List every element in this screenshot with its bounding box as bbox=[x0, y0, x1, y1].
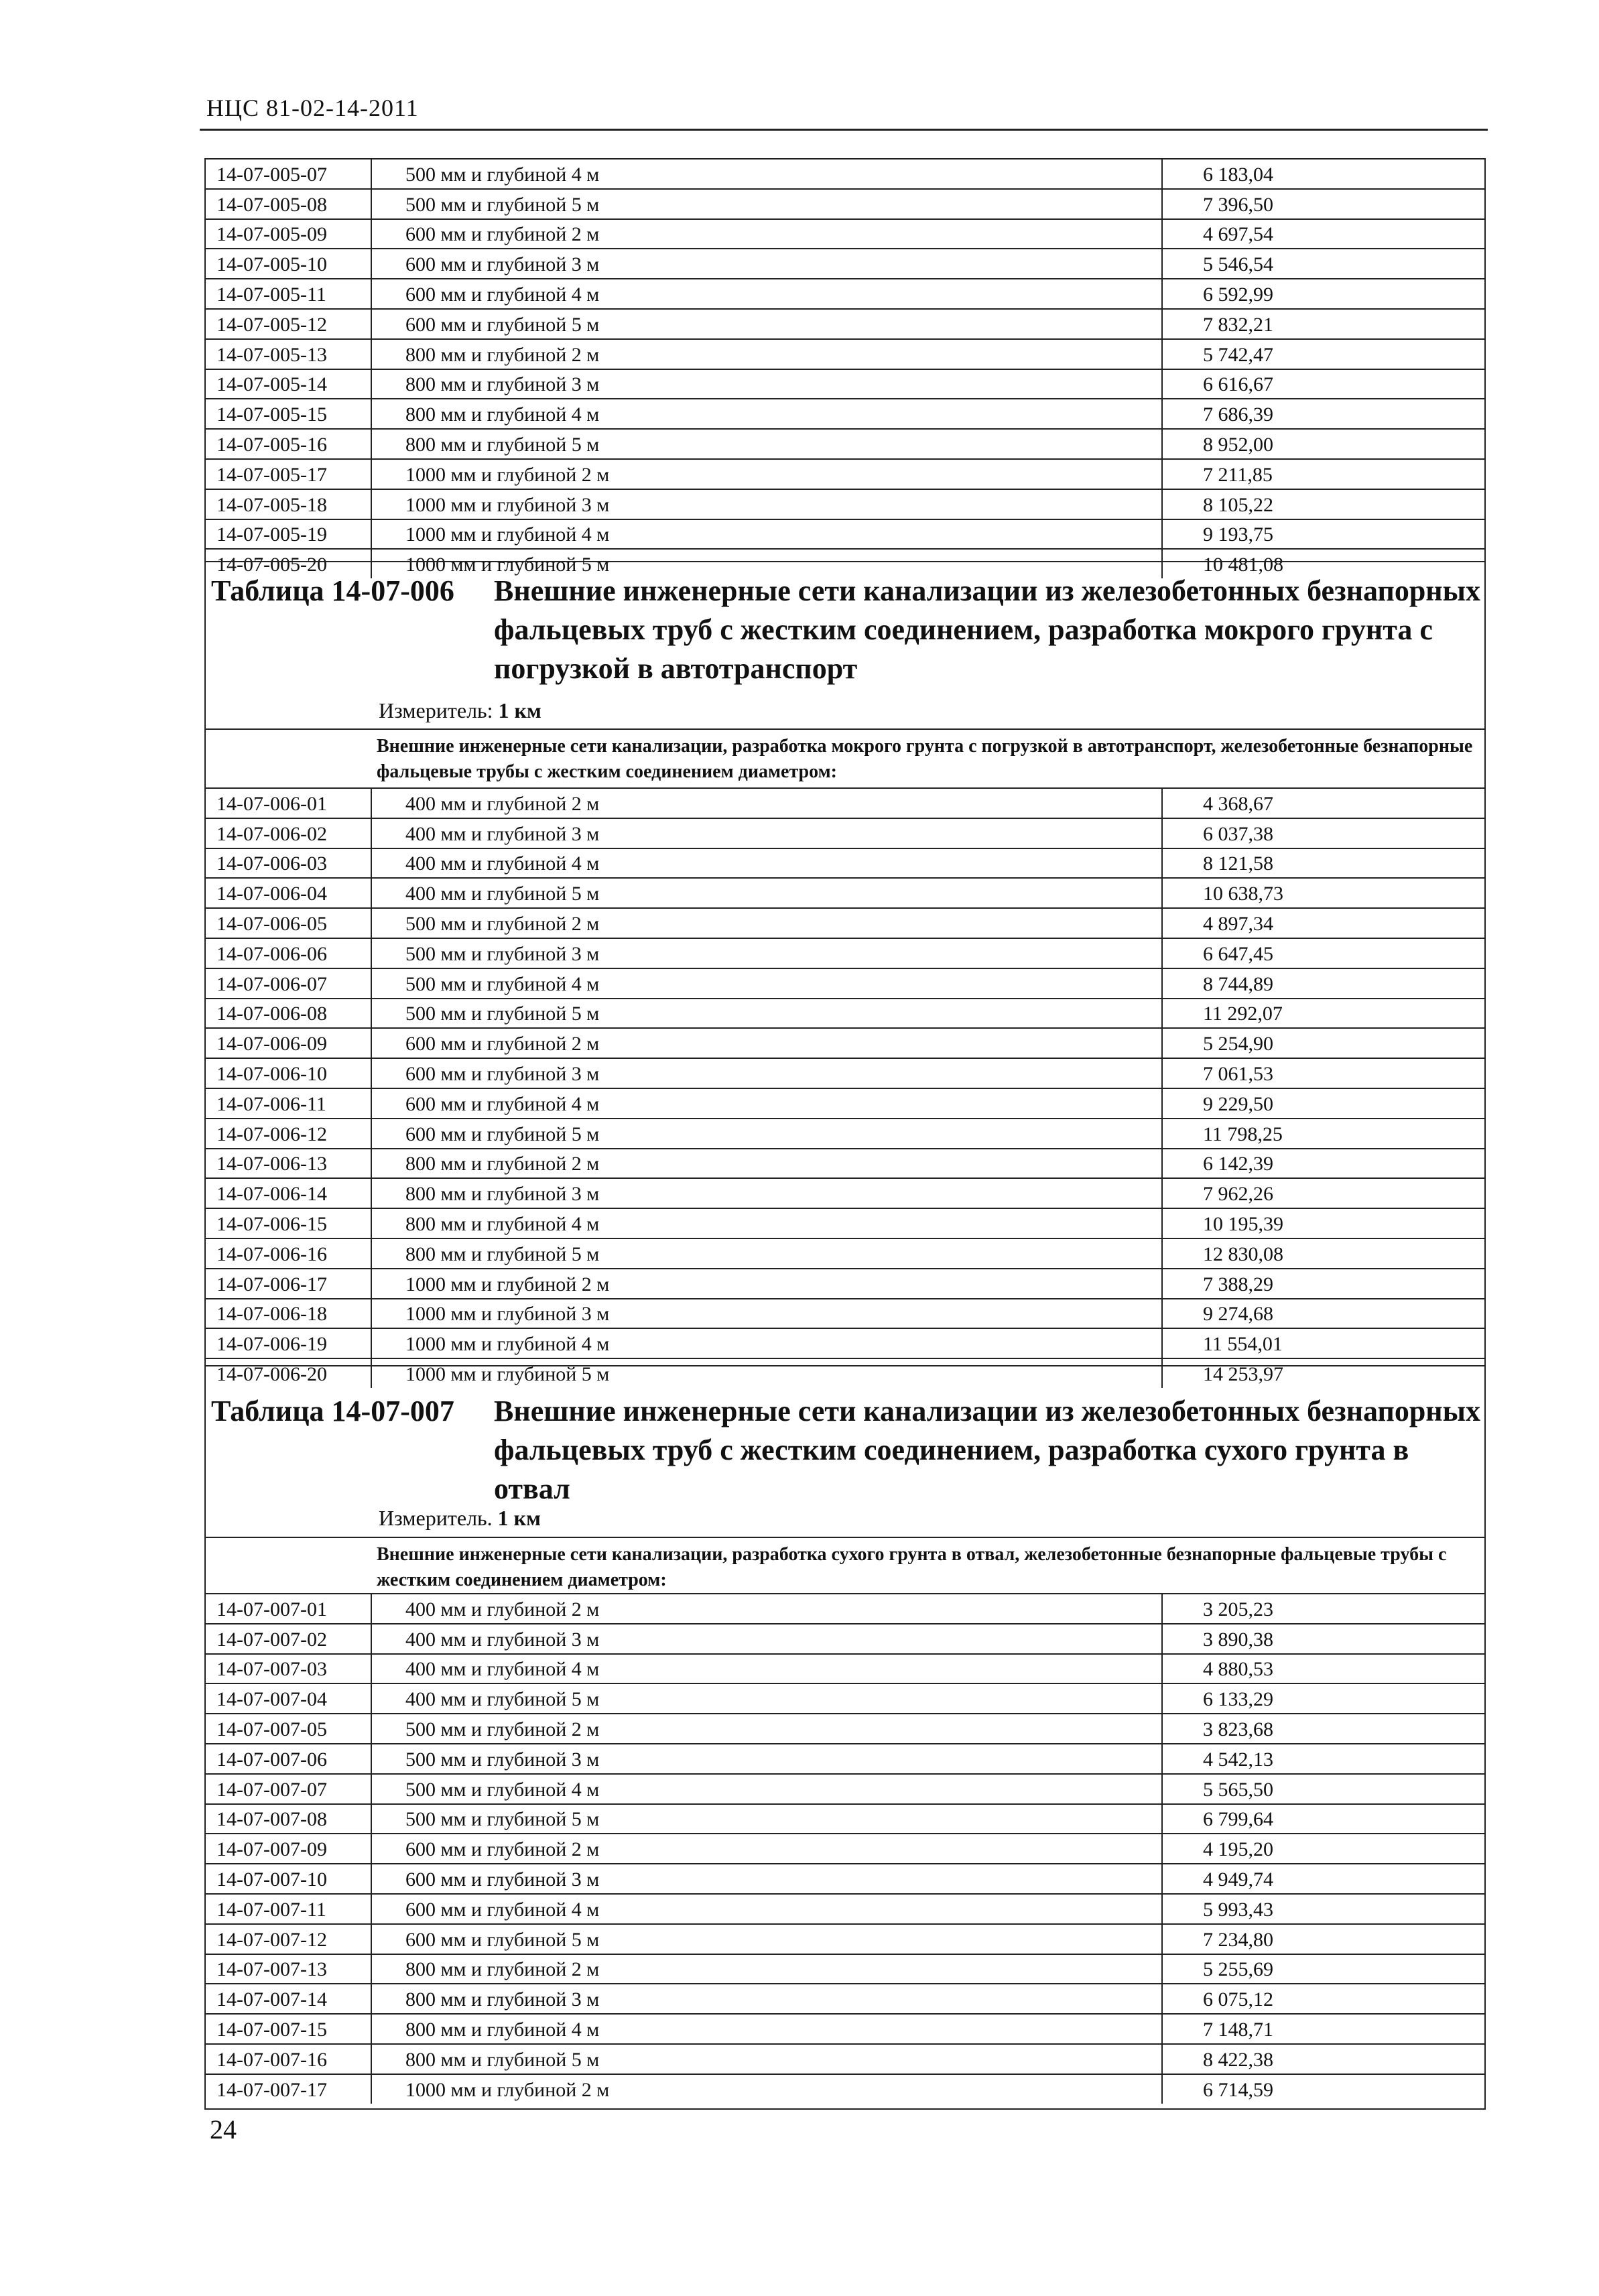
rate-price: 6 037,38 bbox=[1162, 818, 1484, 848]
rate-price: 6 647,45 bbox=[1162, 938, 1484, 968]
rate-code: 14-07-007-05 bbox=[206, 1714, 371, 1744]
table-006 bbox=[206, 561, 1484, 1385]
rate-code: 14-07-005-10 bbox=[206, 249, 371, 279]
rate-price: 6 133,29 bbox=[1162, 1683, 1484, 1714]
rate-price: 4 897,34 bbox=[1162, 908, 1484, 938]
rate-code: 14-07-006-15 bbox=[206, 1208, 371, 1238]
rate-code: 14-07-005-14 bbox=[206, 369, 371, 399]
rate-description: 500 мм и глубиной 4 м bbox=[371, 160, 1162, 189]
document-frame bbox=[204, 158, 1486, 2110]
table-007-measure bbox=[379, 1506, 541, 1531]
rate-description: 800 мм и глубиной 2 м bbox=[371, 1954, 1162, 1984]
rate-code: 14-07-005-07 bbox=[206, 160, 371, 189]
rate-price: 8 952,00 bbox=[1162, 429, 1484, 459]
table-row bbox=[206, 1149, 1484, 1179]
rate-code: 14-07-005-20 bbox=[206, 549, 371, 578]
rate-code: 14-07-006-20 bbox=[206, 1358, 371, 1388]
table-row bbox=[206, 189, 1484, 219]
rate-description: 1000 мм и глубиной 3 м bbox=[371, 1299, 1162, 1329]
rate-code: 14-07-007-08 bbox=[206, 1804, 371, 1834]
table-row bbox=[206, 1774, 1484, 1804]
rate-description: 1000 мм и глубиной 5 м bbox=[371, 1358, 1162, 1388]
rate-price: 12 830,08 bbox=[1162, 1238, 1484, 1269]
table-row bbox=[206, 279, 1484, 309]
table-row bbox=[206, 1594, 1484, 1624]
rate-price: 6 075,12 bbox=[1162, 1984, 1484, 2014]
table-row bbox=[206, 2044, 1484, 2074]
rate-description: 800 мм и глубиной 3 м bbox=[371, 369, 1162, 399]
rate-price: 8 422,38 bbox=[1162, 2044, 1484, 2074]
rate-description: 400 мм и глубиной 4 м bbox=[371, 848, 1162, 879]
rate-description: 800 мм и глубиной 2 м bbox=[371, 1149, 1162, 1179]
measure-value: 1 км bbox=[498, 698, 541, 722]
table-row bbox=[206, 1238, 1484, 1269]
table-row bbox=[206, 1804, 1484, 1834]
rate-code: 14-07-006-17 bbox=[206, 1269, 371, 1299]
rate-price: 5 255,69 bbox=[1162, 1954, 1484, 1984]
table-007 bbox=[206, 1365, 1484, 2112]
table-007-subheader: Внешние инженерные сети канализации, разработка сухого грунта в отвал, железобетонные безнапорные фальцевые трубы с жестким соединением диаметром: bbox=[206, 1537, 1484, 1593]
rate-price: 4 697,54 bbox=[1162, 219, 1484, 249]
rate-code: 14-07-006-08 bbox=[206, 999, 371, 1029]
rate-description: 400 мм и глубиной 4 м bbox=[371, 1654, 1162, 1684]
rate-price: 7 234,80 bbox=[1162, 1924, 1484, 1954]
measure-label: Измеритель. bbox=[379, 1506, 493, 1530]
rate-code: 14-07-005-15 bbox=[206, 399, 371, 429]
rate-price: 11 554,01 bbox=[1162, 1328, 1484, 1358]
rate-code: 14-07-006-04 bbox=[206, 878, 371, 908]
rates-table bbox=[206, 160, 1484, 578]
table-005-continuation bbox=[206, 160, 1484, 578]
rate-price: 5 742,47 bbox=[1162, 339, 1484, 369]
rate-description: 800 мм и глубиной 5 м bbox=[371, 2044, 1162, 2074]
rate-code: 14-07-006-16 bbox=[206, 1238, 371, 1269]
rate-code: 14-07-006-03 bbox=[206, 848, 371, 879]
rate-price: 4 949,74 bbox=[1162, 1864, 1484, 1894]
rate-description: 1000 мм и глубиной 2 м bbox=[371, 2074, 1162, 2104]
rate-price: 8 105,22 bbox=[1162, 489, 1484, 519]
rate-price: 7 388,29 bbox=[1162, 1269, 1484, 1299]
table-row bbox=[206, 908, 1484, 938]
rate-price: 14 253,97 bbox=[1162, 1358, 1484, 1388]
table-row bbox=[206, 878, 1484, 908]
rate-description: 600 мм и глубиной 3 м bbox=[371, 1864, 1162, 1894]
rate-code: 14-07-006-11 bbox=[206, 1088, 371, 1119]
rate-price: 7 396,50 bbox=[1162, 189, 1484, 219]
table-row bbox=[206, 1088, 1484, 1119]
rate-description: 400 мм и глубиной 2 м bbox=[371, 1594, 1162, 1624]
table-row bbox=[206, 2074, 1484, 2104]
rate-price: 4 368,67 bbox=[1203, 792, 1273, 815]
table-006-subheader: Внешние инженерные сети канализации, разработка мокрого грунта с погрузкой в автотранспорт, железобетонные безнапорные фальцевые трубы с жестким соединением диаметром: bbox=[206, 728, 1484, 787]
table-row bbox=[206, 249, 1484, 279]
table-row bbox=[206, 1714, 1484, 1744]
rate-price: 7 962,26 bbox=[1162, 1178, 1484, 1208]
table-006-measure bbox=[379, 698, 541, 723]
rate-code: 14-07-005-17 bbox=[206, 459, 371, 489]
rate-price: 9 229,50 bbox=[1162, 1088, 1484, 1119]
table-row bbox=[206, 1954, 1484, 1984]
table-row bbox=[206, 789, 1484, 818]
rate-description: 800 мм и глубиной 3 м bbox=[371, 1178, 1162, 1208]
rate-price: 6 799,64 bbox=[1162, 1804, 1484, 1834]
table-row bbox=[206, 1058, 1484, 1088]
rate-code: 14-07-005-09 bbox=[206, 219, 371, 249]
measure-label: Измеритель: bbox=[379, 698, 493, 722]
page-header-title: НЦС 81-02-14-2011 bbox=[206, 94, 419, 121]
rate-description: 1000 мм и глубиной 4 м bbox=[371, 1328, 1162, 1358]
rate-price: 10 481,08 bbox=[1162, 549, 1484, 578]
table-row bbox=[206, 2014, 1484, 2044]
rate-description: 600 мм и глубиной 5 м bbox=[371, 1924, 1162, 1954]
rate-price: 6 714,59 bbox=[1162, 2074, 1484, 2104]
rate-price: 4 880,53 bbox=[1162, 1654, 1484, 1684]
table-row bbox=[206, 1299, 1484, 1329]
table-row bbox=[206, 968, 1484, 999]
table-row bbox=[206, 938, 1484, 968]
rates-table bbox=[206, 789, 1484, 1388]
table-row bbox=[206, 519, 1484, 550]
rate-price: 6 183,04 bbox=[1203, 163, 1273, 186]
table-row bbox=[206, 1834, 1484, 1864]
rate-price: 3 823,68 bbox=[1162, 1714, 1484, 1744]
rate-code: 14-07-007-13 bbox=[206, 1954, 371, 1984]
rate-description: 1000 мм и глубиной 5 м bbox=[371, 549, 1162, 578]
table-row bbox=[206, 1744, 1484, 1774]
page-number: 24 bbox=[210, 2114, 237, 2145]
rate-price: 11 798,25 bbox=[1162, 1119, 1484, 1149]
rate-price: 5 993,43 bbox=[1162, 1894, 1484, 1924]
table-row bbox=[206, 429, 1484, 459]
table-row bbox=[206, 219, 1484, 249]
table-row bbox=[206, 309, 1484, 339]
rate-description: 600 мм и глубиной 4 м bbox=[371, 1894, 1162, 1924]
rate-description: 600 мм и глубиной 2 м bbox=[371, 1028, 1162, 1058]
rate-description: 500 мм и глубиной 2 м bbox=[371, 1714, 1162, 1744]
rate-price: 7 211,85 bbox=[1162, 459, 1484, 489]
header-rule bbox=[200, 129, 1488, 131]
rate-description: 400 мм и глубиной 2 м bbox=[371, 789, 1162, 818]
rate-code: 14-07-005-12 bbox=[206, 309, 371, 339]
rate-code: 14-07-007-04 bbox=[206, 1683, 371, 1714]
rate-description: 500 мм и глубиной 3 м bbox=[371, 1744, 1162, 1774]
table-007-caption: Внешние инженерные сети канализации из железобетонных безнапорных фальцевых труб с жестким соединением, разработка сухого грунта в отвал bbox=[494, 1395, 1481, 1505]
table-row bbox=[206, 1683, 1484, 1714]
table-row bbox=[206, 369, 1484, 399]
rate-description: 1000 мм и глубиной 2 м bbox=[371, 459, 1162, 489]
measure-value: 1 км bbox=[497, 1506, 541, 1530]
rate-description: 1000 мм и глубиной 3 м bbox=[371, 489, 1162, 519]
rate-code: 14-07-006-14 bbox=[206, 1178, 371, 1208]
rate-description: 1000 мм и глубиной 2 м bbox=[371, 1269, 1162, 1299]
rate-code: 14-07-007-15 bbox=[206, 2014, 371, 2044]
rate-description: 600 мм и глубиной 2 м bbox=[371, 219, 1162, 249]
rate-code: 14-07-007-01 bbox=[206, 1594, 371, 1624]
rate-description: 500 мм и глубиной 3 м bbox=[371, 938, 1162, 968]
table-row bbox=[206, 399, 1484, 429]
table-row bbox=[206, 1864, 1484, 1894]
rate-price: 4 195,20 bbox=[1162, 1834, 1484, 1864]
rate-code: 14-07-006-19 bbox=[206, 1328, 371, 1358]
rate-code: 14-07-007-14 bbox=[206, 1984, 371, 2014]
rate-description: 800 мм и глубиной 3 м bbox=[371, 1984, 1162, 2014]
table-row bbox=[206, 339, 1484, 369]
table-007-number: Таблица 14-07-007 bbox=[211, 1395, 454, 1427]
rate-price: 8 744,89 bbox=[1162, 968, 1484, 999]
rate-price: 6 142,39 bbox=[1162, 1149, 1484, 1179]
rate-code: 14-07-006-10 bbox=[206, 1058, 371, 1088]
rate-price: 7 832,21 bbox=[1162, 309, 1484, 339]
table-006-caption: Внешние инженерные сети канализации из железобетонных безнапорных фальцевых труб с жестким соединением, разработка мокрого грунта с погрузкой в автотранспорт bbox=[494, 574, 1481, 685]
rate-code: 14-07-007-16 bbox=[206, 2044, 371, 2074]
rate-description: 400 мм и глубиной 3 м bbox=[371, 818, 1162, 848]
rate-description: 800 мм и глубиной 5 м bbox=[371, 429, 1162, 459]
rate-price: 5 546,54 bbox=[1162, 249, 1484, 279]
rate-code: 14-07-007-07 bbox=[206, 1774, 371, 1804]
rate-description: 500 мм и глубиной 4 м bbox=[371, 1774, 1162, 1804]
rate-code: 14-07-007-03 bbox=[206, 1654, 371, 1684]
rate-code: 14-07-007-02 bbox=[206, 1624, 371, 1654]
table-row bbox=[206, 1654, 1484, 1684]
rate-code: 14-07-007-10 bbox=[206, 1864, 371, 1894]
table-row bbox=[206, 848, 1484, 879]
rate-description: 500 мм и глубиной 5 м bbox=[371, 1804, 1162, 1834]
rate-code: 14-07-006-02 bbox=[206, 818, 371, 848]
rate-description: 600 мм и глубиной 4 м bbox=[371, 279, 1162, 309]
rate-description: 500 мм и глубиной 5 м bbox=[371, 189, 1162, 219]
rate-price: 8 121,58 bbox=[1162, 848, 1484, 879]
table-row bbox=[206, 1269, 1484, 1299]
rate-description: 800 мм и глубиной 4 м bbox=[371, 1208, 1162, 1238]
table-row bbox=[206, 1624, 1484, 1654]
table-row bbox=[206, 818, 1484, 848]
rate-code: 14-07-007-06 bbox=[206, 1744, 371, 1774]
rate-price: 7 686,39 bbox=[1162, 399, 1484, 429]
rate-description: 600 мм и глубиной 5 м bbox=[371, 309, 1162, 339]
rate-code: 14-07-006-06 bbox=[206, 938, 371, 968]
rate-description: 400 мм и глубиной 5 м bbox=[371, 878, 1162, 908]
table-row bbox=[206, 459, 1484, 489]
rate-description: 600 мм и глубиной 2 м bbox=[371, 1834, 1162, 1864]
rate-code: 14-07-005-13 bbox=[206, 339, 371, 369]
rate-description: 600 мм и глубиной 3 м bbox=[371, 1058, 1162, 1088]
rate-description: 600 мм и глубиной 5 м bbox=[371, 1119, 1162, 1149]
rate-code: 14-07-007-09 bbox=[206, 1834, 371, 1864]
rate-code: 14-07-006-05 bbox=[206, 908, 371, 938]
rate-price: 3 205,23 bbox=[1203, 1598, 1273, 1620]
table-006-body bbox=[206, 787, 1484, 1388]
rate-price: 10 195,39 bbox=[1162, 1208, 1484, 1238]
rate-description: 500 мм и глубиной 5 м bbox=[371, 999, 1162, 1029]
rate-description: 500 мм и глубиной 4 м bbox=[371, 968, 1162, 999]
rate-price: 5 565,50 bbox=[1162, 1774, 1484, 1804]
rate-code: 14-07-006-18 bbox=[206, 1299, 371, 1329]
rate-code: 14-07-005-11 bbox=[206, 279, 371, 309]
rate-description: 400 мм и глубиной 3 м bbox=[371, 1624, 1162, 1654]
rate-description: 800 мм и глубиной 4 м bbox=[371, 399, 1162, 429]
table-row bbox=[206, 1924, 1484, 1954]
rate-description: 800 мм и глубиной 5 м bbox=[371, 1238, 1162, 1269]
table-row bbox=[206, 489, 1484, 519]
rate-code: 14-07-006-07 bbox=[206, 968, 371, 999]
rate-code: 14-07-005-18 bbox=[206, 489, 371, 519]
table-007-body bbox=[206, 1593, 1484, 2104]
rate-price: 4 542,13 bbox=[1162, 1744, 1484, 1774]
rate-description: 600 мм и глубиной 4 м bbox=[371, 1088, 1162, 1119]
table-row bbox=[206, 999, 1484, 1029]
rate-code: 14-07-006-12 bbox=[206, 1119, 371, 1149]
rate-price: 6 592,99 bbox=[1162, 279, 1484, 309]
table-row bbox=[206, 160, 1484, 189]
table-006-number: Таблица 14-07-006 bbox=[211, 574, 454, 607]
table-row bbox=[206, 1984, 1484, 2014]
table-row bbox=[206, 1028, 1484, 1058]
rate-price: 3 890,38 bbox=[1162, 1624, 1484, 1654]
table-row bbox=[206, 1894, 1484, 1924]
table-row bbox=[206, 1119, 1484, 1149]
table-row bbox=[206, 1208, 1484, 1238]
rates-table bbox=[206, 1594, 1484, 2104]
rate-price: 9 274,68 bbox=[1162, 1299, 1484, 1329]
rate-code: 14-07-007-12 bbox=[206, 1924, 371, 1954]
table-row bbox=[206, 1178, 1484, 1208]
rate-code: 14-07-005-08 bbox=[206, 189, 371, 219]
rate-description: 500 мм и глубиной 2 м bbox=[371, 908, 1162, 938]
rate-price: 7 148,71 bbox=[1162, 2014, 1484, 2044]
table-row bbox=[206, 1328, 1484, 1358]
rate-price: 6 616,67 bbox=[1162, 369, 1484, 399]
rate-description: 800 мм и глубиной 4 м bbox=[371, 2014, 1162, 2044]
rate-description: 400 мм и глубиной 5 м bbox=[371, 1683, 1162, 1714]
rate-code: 14-07-006-13 bbox=[206, 1149, 371, 1179]
rate-code: 14-07-007-11 bbox=[206, 1894, 371, 1924]
rate-code: 14-07-005-16 bbox=[206, 429, 371, 459]
rate-price: 7 061,53 bbox=[1162, 1058, 1484, 1088]
rate-price: 5 254,90 bbox=[1162, 1028, 1484, 1058]
rate-description: 600 мм и глубиной 3 м bbox=[371, 249, 1162, 279]
rate-code: 14-07-007-17 bbox=[206, 2074, 371, 2104]
rate-price: 10 638,73 bbox=[1162, 878, 1484, 908]
rate-description: 800 мм и глубиной 2 м bbox=[371, 339, 1162, 369]
rate-code: 14-07-006-01 bbox=[206, 789, 371, 818]
rate-price: 9 193,75 bbox=[1162, 519, 1484, 550]
rate-description: 1000 мм и глубиной 4 м bbox=[371, 519, 1162, 550]
rate-code: 14-07-006-09 bbox=[206, 1028, 371, 1058]
rate-price: 11 292,07 bbox=[1162, 999, 1484, 1029]
rate-code: 14-07-005-19 bbox=[206, 519, 371, 550]
